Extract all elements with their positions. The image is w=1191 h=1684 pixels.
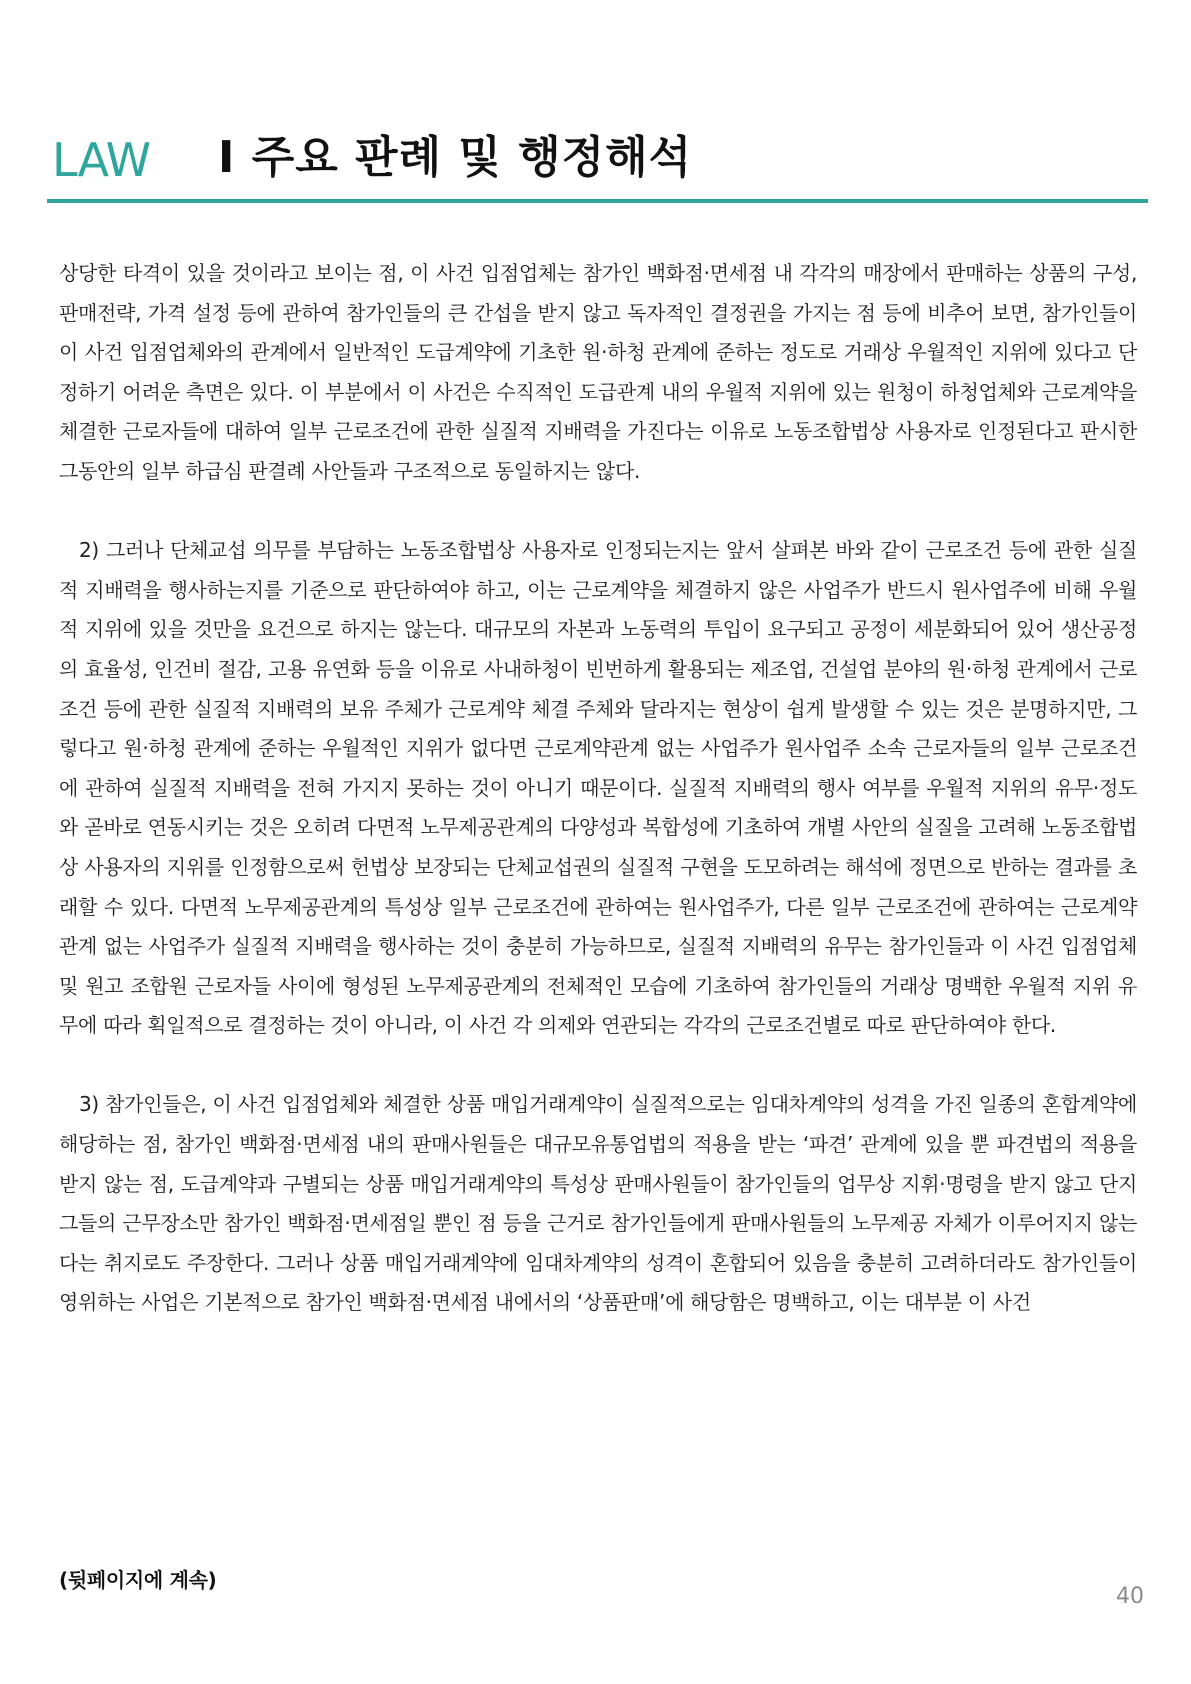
page-header [50, 128, 1146, 188]
page-title: Ⅰ 주요 판례 및 행정해석 [218, 132, 693, 183]
paragraph-2: 2) 그러나 단체교섭 의무를 부담하는 노동조합법상 사용자로 인정되는지는 앞서 살펴본 바와 같이 근로조건 등에 관한 실질적 지배력을 행사하는지를 기준으로 판단하여야 하고, 이는 근로계약을 체결하지 않은 사업주가 반드시 원사업주에 비해 우월적 지위에 있을 것만을 요건으로 하지는 않는다. 대규모의 자본과 노동력의 투입이 요구되고 공정이 세분화되어 있어 생산공정의 효율성, 인건비 절감, 고용 유연화 등을 이유로 사내하청이 빈번하게 활용되는 제조업, 건설업 분야의 원·하청 관계에서 근로조건 등에 관한 실질적 지배력의 보유 주체가 근로계약 체결 주체와 달라지는 현상이 쉽게 발생할 수 있는 것은 분명하지만, 그렇다고 원·하청 관계에 준하는 우월적인 지위가 없다면 근로계약관계 없는 사업주가 원사업주 소속 근로자들의 일부 근로조건에 관하여 실질적 지배력을 전혀 가지지 못하는 것이 아니기 때문이다. 실질적 지배력의 행사 여부를 우월적 지위의 유무·정도와 곧바로 연동시키는 것은 오히려 다면적 노무제공관계의 다양성과 복합성에 기초하여 개별 사안의 실질을 고려해 노동조합법상 사용자의 지위를 인정함으로써 헌법상 보장되는 단체교섭권의 실질적 구현을 도모하려는 해석에 정면으로 반하는 결과를 초래할 수 있다. 다면적 노무제공관계의 특성상 일부 근로조건에 관하여는 원사업주가, 다른 일부 근로조건에 관하여는 근로계약관계 없는 사업주가 실질적 지배력을 행사하는 것이 충분히 가능하므로, 실질적 지배력의 유무는 참가인들과 이 사건 입점업체 및 원고 조합원 근로자들 사이에 형성된 노무제공관계의 전체적인 모습에 기초하여 참가인들의 거래상 명백한 우월적 지위 유무에 따라 획일적으로 결정하는 것이 아니라, 이 사건 각 의제와 연관되는 각각의 근로조건별로 따로 판단하여야 한다. [59, 538, 1137, 1038]
paragraph-gap [59, 492, 1137, 532]
section-label: LAW [52, 133, 151, 187]
continued-note: (뒷페이지에 계속) [59, 1568, 217, 1592]
page-number: 40 [1116, 1584, 1144, 1609]
article-body [59, 254, 1137, 1323]
paragraph-gap [59, 1046, 1137, 1086]
header-divider [47, 199, 1148, 203]
paragraph-3: 3) 참가인들은, 이 사건 입점업체와 체결한 상품 매입거래계약이 실질적으로는 임대차계약의 성격을 가진 일종의 혼합계약에 해당하는 점, 참가인 백화점·면세점 내의 판매사원들은 대규모유통업법의 적용을 받는 ‘파견’ 관계에 있을 뿐 파견법의 적용을 받지 않는 점, 도급계약과 구별되는 상품 매입거래계약의 특성상 판매사원들이 참가인들의 업무상 지휘·명령을 받지 않고 단지 그들의 근무장소만 참가인 백화점·면세점일 뿐인 점 등을 근거로 참가인들에게 판매사원들의 노무제공 자체가 이루어지지 않는다는 취지로도 주장한다. 그러나 상품 매입거래계약에 임대차계약의 성격이 혼합되어 있음을 충분히 고려하더라도 참가인들이 영위하는 사업은 기본적으로 참가인 백화점·면세점 내에서의 ‘상품판매’에 해당함은 명백하고, 이는 대부분 이 사건 [59, 1092, 1137, 1315]
paragraph-continued: 상당한 타격이 있을 것이라고 보이는 점, 이 사건 입점업체는 참가인 백화점·면세점 내 각각의 매장에서 판매하는 상품의 구성, 판매전략, 가격 설정 등에 관하여 참가인들의 큰 간섭을 받지 않고 독자적인 결정권을 가지는 점 등에 비추어 보면, 참가인들이 이 사건 입점업체와의 관계에서 일반적인 도급계약에 기초한 원·하청 관계에 준하는 정도로 거래상 우월적인 지위에 있다고 단정하기 어려운 측면은 있다. 이 부분에서 이 사건은 수직적인 도급관계 내의 우월적 지위에 있는 원청이 하청업체와 근로계약을 체결한 근로자들에 대하여 일부 근로조건에 관한 실질적 지배력을 가진다는 이유로 노동조합법상 사용자로 인정된다고 판시한 그동안의 일부 하급심 판결례 사안들과 구조적으로 동일하지는 않다. [59, 261, 1137, 483]
